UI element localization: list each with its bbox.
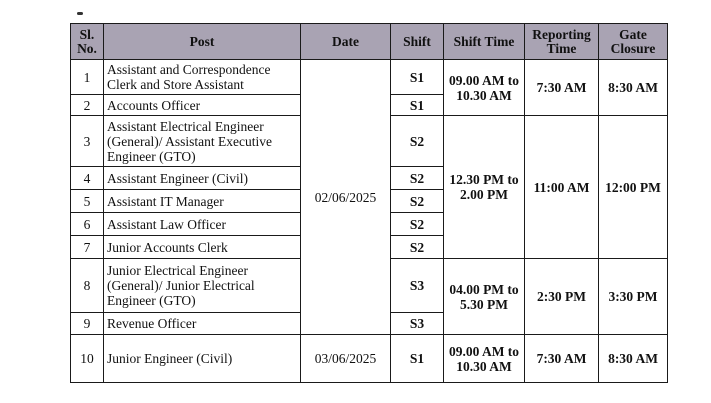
header-date: Date — [301, 24, 391, 60]
sl-no-cell: 7 — [71, 236, 104, 259]
shift-cell: S2 — [391, 167, 444, 190]
header-shift: Shift — [391, 24, 444, 60]
table-row — [71, 335, 668, 383]
header-reporting-time: Reporting Time — [525, 24, 599, 60]
shift-cell: S2 — [391, 236, 444, 259]
exam-schedule-table — [70, 23, 668, 383]
shift-cell: S2 — [391, 213, 444, 236]
sl-no-cell: 6 — [71, 213, 104, 236]
sl-no-cell: 4 — [71, 167, 104, 190]
page-mark — [77, 12, 83, 15]
header-sl-no: Sl. No. — [71, 24, 104, 60]
shift-cell: S3 — [391, 313, 444, 335]
post-cell: Junior Accounts Clerk — [104, 236, 301, 259]
shift-cell: S3 — [391, 259, 444, 313]
post-cell: Assistant Law Officer — [104, 213, 301, 236]
sl-no-cell: 10 — [71, 335, 104, 383]
reporting-time-cell: 11:00 AM — [525, 116, 599, 259]
shift-time-cell: 12.30 PM to 2.00 PM — [444, 116, 525, 259]
table-row — [71, 60, 668, 95]
header-post: Post — [104, 24, 301, 60]
reporting-time-cell: 7:30 AM — [525, 335, 599, 383]
gate-closure-cell: 12:00 PM — [599, 116, 668, 259]
post-cell: Revenue Officer — [104, 313, 301, 335]
sl-no-cell: 2 — [71, 95, 104, 116]
gate-closure-cell: 8:30 AM — [599, 60, 668, 116]
reporting-time-cell: 7:30 AM — [525, 60, 599, 116]
gate-closure-cell: 3:30 PM — [599, 259, 668, 335]
date-cell: 03/06/2025 — [301, 335, 391, 383]
shift-cell: S2 — [391, 116, 444, 167]
date-cell: 02/06/2025 — [301, 60, 391, 335]
post-cell: Assistant IT Manager — [104, 190, 301, 213]
header-row — [71, 24, 668, 60]
shift-cell: S2 — [391, 190, 444, 213]
post-cell: Accounts Officer — [104, 95, 301, 116]
sl-no-cell: 5 — [71, 190, 104, 213]
post-cell: Assistant Engineer (Civil) — [104, 167, 301, 190]
shift-time-cell: 09.00 AM to 10.30 AM — [444, 60, 525, 116]
post-cell: Junior Electrical Engineer (General)/ Junior Electrical Engineer (GTO) — [104, 259, 301, 313]
shift-cell: S1 — [391, 335, 444, 383]
shift-time-cell: 09.00 AM to 10.30 AM — [444, 335, 525, 383]
sl-no-cell: 9 — [71, 313, 104, 335]
header-gate-closure: Gate Closure — [599, 24, 668, 60]
sl-no-cell: 8 — [71, 259, 104, 313]
header-shift-time: Shift Time — [444, 24, 525, 60]
reporting-time-cell: 2:30 PM — [525, 259, 599, 335]
sl-no-cell: 3 — [71, 116, 104, 167]
sl-no-cell: 1 — [71, 60, 104, 95]
shift-cell: S1 — [391, 60, 444, 95]
shift-cell: S1 — [391, 95, 444, 116]
post-cell: Junior Engineer (Civil) — [104, 335, 301, 383]
shift-time-cell: 04.00 PM to 5.30 PM — [444, 259, 525, 335]
post-cell: Assistant Electrical Engineer (General)/ Assistant Executive Engineer (GTO) — [104, 116, 301, 167]
post-cell: Assistant and Correspondence Clerk and Store Assistant — [104, 60, 301, 95]
gate-closure-cell: 8:30 AM — [599, 335, 668, 383]
